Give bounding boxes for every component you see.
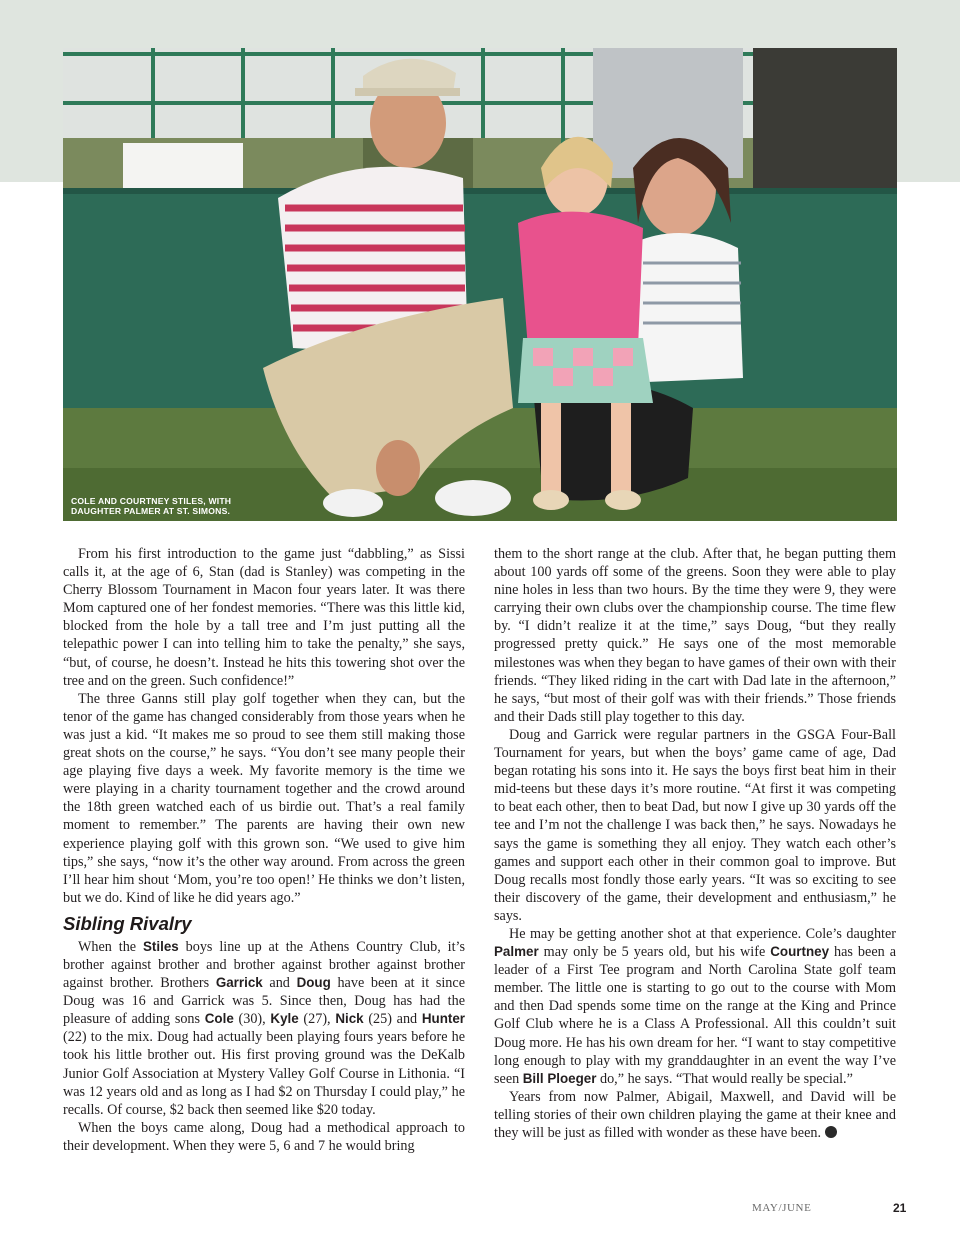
paragraph: Years from now Palmer, Abigail, Maxwell, and David will be telling stories of their own children playing the game at their knee and they will be just as filled with wonder as these have been. — [494, 1088, 896, 1141]
paragraph: When the boys came along, Doug had a methodical approach to their development. When they were 5, 6 and 7 he would bring — [63, 1119, 465, 1154]
paragraph: The three Ganns still play golf together when they can, but the tenor of the game has changed considerably from those years when he was just a kid. “It makes me so proud to see them still making those great shots on the course,” he says. “You don’t see many people their age playing five days a week. My favorite memory is the time we were playing in a charity tournament together and the crowd around the 18th green watched each of us birdie out. That’s a real family moment to remember.” The parents are having their own new experience playing golf with this grown son. “We used to give him tips,” she says, “now it’s the other way around. From across the green I’ll hear him shout ‘Mom, you’re too open!’ He thinks we don’t listen, but we do. Kind of like he did years ago.” — [63, 690, 465, 906]
article-column-right — [494, 545, 896, 1142]
photo-caption — [71, 496, 271, 516]
name-doug: Doug — [296, 975, 331, 991]
name-courtney: Courtney — [770, 944, 830, 960]
footer-issue: MAY/JUNE — [752, 1202, 812, 1214]
name-bill-ploeger: Bill Ploeger — [522, 1070, 597, 1086]
name-hunter: Hunter — [421, 1011, 466, 1027]
section-heading: Sibling Rivalry — [63, 912, 192, 934]
name-kyle: Kyle — [270, 1011, 299, 1027]
name-nick: Nick — [335, 1011, 364, 1027]
name-stiles: Stiles — [143, 938, 179, 954]
caption-line-2: DAUGHTER PALMER AT ST. SIMONS. — [71, 506, 231, 516]
paragraph: Doug and Garrick were regular partners in the GSGA Four-Ball Tournament for years, but when the boys’ game came of age, Dad began rotating his sons into it. He says the boys first beat him in their mid-teens but these days it’s more routine. “At first it was competing to beat each other, then to beat Dad, but now I give up 30 yards off the tee and I’m not the challenge I was back then,” he says. Nowadays he says the game is something they all enjoy. They watch each other’s games and support each other in their common goal to improve. But Doug recalls most fondly those early years. “It was so exciting to see their discovery of the game, their development and enthusiasm,” he says. — [494, 726, 896, 924]
paragraph: When the Stiles boys line up at the Athens Country Club, it’s brother against brother and brother against brother against brother against brother. Brothers Garrick and Doug have been at it since Doug was 16 and Garrick was 5. Since then, Doug has had the pleasure of adding sons Cole (30), Kyle (27), Nick (25) and Hunter (22) to the mix. Doug had actually been playing fours years before he took his little brother out. His first proving ground was the DeKalb Junior Golf Association at Mystery Valley Golf Course in Lithonia. “I was 12 years old and as long as I had $2 on Thursday I could play,” he recalls. Of course, $2 back then seemed like $20 today. — [63, 938, 466, 1118]
paragraph: He may be getting another shot at that experience. Cole’s daughter Palmer may only be 5 years old, but his wife Courtney has been a leader of a First Tee program and North Carolina State golf team member. The little one is starting to go out to the course with Mom and then Dad spends some time on the range at the King and Prince Golf Club where he is a Class A Professional. All this couldn’t suit Doug more. He has his own dream for her. “I want to stay competitive long enough to play with my granddaughter in an event the way I’ve seen Bill Ploeger do,” he says. “That would really be special.” — [494, 925, 897, 1087]
name-cole: Cole — [204, 1011, 234, 1027]
end-of-story-icon — [825, 1126, 837, 1138]
name-palmer: Palmer — [494, 944, 539, 960]
caption-line-1: COLE AND COURTNEY STILES, WITH — [71, 496, 232, 506]
paragraph: them to the short range at the club. After that, he began putting them about 100 yards off some of the greens. Soon they were able to play nine holes in less than two hours. By the time they were 9, they were carrying their own clubs over the championship course. The time flew by. “I didn’t realize it at the time,” says Doug, “but they really progressed pretty quick.” He says one of the most memorable milestones was when they began to have games of their own with their friends. “They liked riding in the cart with Dad late in the afternoon,” he says, “but most of their golf was with their friends.” Those friends and their Dads still play together to this day. — [494, 546, 896, 725]
name-garrick: Garrick — [215, 975, 263, 991]
paragraph: From his first introduction to the game just “dabbling,” as Sissi calls it, at the age of 6, Stan (dad is Stanley) was competing in the Cherry Blossom Tournament in Macon four years later. It was there Mom captured one of her fondest memories. “There was this little kid, blocked from the hole by a tall tree and I’m just putting all the telepathic power I can into telling him to take the penalty,” she says, “but, of course, he doesn’t. Instead he hits this towering shot over the tree and on the green. Such confidence!” — [63, 546, 465, 689]
family-photo — [63, 48, 897, 521]
page-number: 21 — [893, 1201, 907, 1215]
article-column-left — [63, 545, 465, 1155]
